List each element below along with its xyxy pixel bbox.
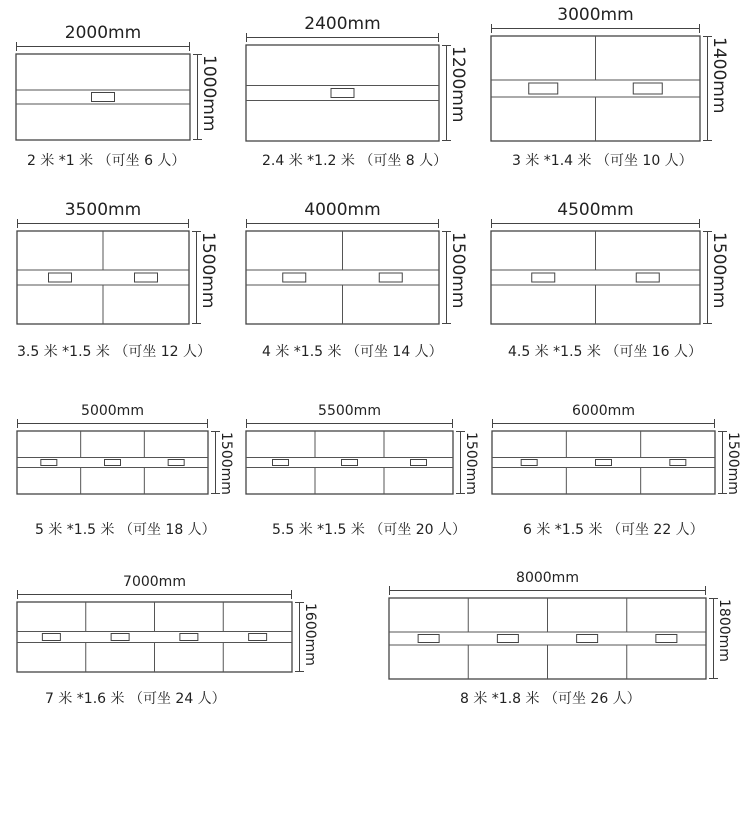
height-dimension-line xyxy=(215,431,216,494)
height-label: 1500mm xyxy=(198,232,218,309)
height-dimension-line xyxy=(713,598,714,679)
power-outlet xyxy=(249,634,267,641)
height-dimension-line xyxy=(707,231,708,324)
width-dimension-line xyxy=(17,223,189,224)
width-dimension-line xyxy=(491,223,700,224)
height-dimension-line xyxy=(707,36,708,141)
height-label: 1400mm xyxy=(709,37,729,114)
power-outlet xyxy=(418,635,439,643)
width-label: 3000mm xyxy=(557,5,634,25)
power-outlet xyxy=(135,273,158,282)
power-outlet xyxy=(521,460,537,466)
table-drawing xyxy=(245,430,454,495)
power-outlet xyxy=(283,273,306,282)
height-dimension-line xyxy=(460,431,461,494)
power-outlet xyxy=(342,460,358,466)
table-drawing xyxy=(16,430,209,495)
height-dimension-line xyxy=(446,45,447,141)
power-outlet xyxy=(577,635,598,643)
power-outlet xyxy=(331,89,354,98)
power-outlet xyxy=(273,460,289,466)
table-drawing xyxy=(490,35,701,142)
power-outlet xyxy=(529,83,558,94)
size-capacity-caption: 2 米 *1 米 （可坐 6 人） xyxy=(27,153,186,169)
height-dimension-line xyxy=(446,231,447,324)
height-label: 1500mm xyxy=(218,432,234,495)
height-dimension-line xyxy=(722,431,723,494)
size-capacity-caption: 3.5 米 *1.5 米 （可坐 12 人） xyxy=(17,344,212,360)
width-label: 4500mm xyxy=(557,200,634,220)
height-dimension-line xyxy=(196,231,197,324)
power-outlet xyxy=(411,460,427,466)
height-label: 1500mm xyxy=(709,232,729,309)
width-dimension-line xyxy=(491,28,700,29)
size-capacity-caption: 5 米 *1.5 米 （可坐 18 人） xyxy=(35,522,216,538)
width-dimension-line xyxy=(17,423,208,424)
table-drawing xyxy=(15,53,191,141)
height-label: 1500mm xyxy=(725,432,741,495)
height-label: 1600mm xyxy=(302,603,318,666)
height-label: 1500mm xyxy=(448,232,468,309)
power-outlet xyxy=(49,273,72,282)
width-dimension-line xyxy=(389,590,706,591)
power-outlet xyxy=(168,460,184,466)
width-label: 5500mm xyxy=(318,403,381,419)
width-label: 2400mm xyxy=(304,14,381,34)
width-label: 5000mm xyxy=(81,403,144,419)
width-label: 6000mm xyxy=(572,403,635,419)
power-outlet xyxy=(111,634,129,641)
size-capacity-caption: 5.5 米 *1.5 米 （可坐 20 人） xyxy=(272,522,467,538)
power-outlet xyxy=(596,460,612,466)
table-drawing xyxy=(16,601,293,673)
width-label: 3500mm xyxy=(64,200,142,220)
power-outlet xyxy=(497,635,518,643)
power-outlet xyxy=(92,93,115,102)
height-dimension-line xyxy=(197,54,198,140)
power-outlet xyxy=(41,460,57,466)
power-outlet xyxy=(379,273,402,282)
width-label: 7000mm xyxy=(123,574,186,590)
width-dimension-line xyxy=(246,37,439,38)
height-label: 1000mm xyxy=(199,55,219,132)
table-drawing xyxy=(490,230,701,325)
table-drawing xyxy=(16,230,190,325)
width-dimension-line xyxy=(492,423,715,424)
power-outlet xyxy=(656,635,677,643)
power-outlet xyxy=(105,460,121,466)
power-outlet xyxy=(633,83,662,94)
table-drawing xyxy=(245,230,440,325)
width-label: 2000mm xyxy=(64,23,142,43)
size-capacity-caption: 2.4 米 *1.2 米 （可坐 8 人） xyxy=(262,153,448,169)
table-drawing xyxy=(245,44,440,142)
size-capacity-caption: 4 米 *1.5 米 （可坐 14 人） xyxy=(262,344,443,360)
width-dimension-line xyxy=(17,594,292,595)
width-dimension-line xyxy=(246,223,439,224)
width-label: 8000mm xyxy=(516,570,579,586)
size-capacity-caption: 7 米 *1.6 米 （可坐 24 人） xyxy=(45,691,226,707)
size-capacity-caption: 8 米 *1.8 米 （可坐 26 人） xyxy=(460,691,641,707)
width-label: 4000mm xyxy=(304,200,381,220)
power-outlet xyxy=(670,460,686,466)
power-outlet xyxy=(636,273,659,282)
size-capacity-caption: 3 米 *1.4 米 （可坐 10 人） xyxy=(512,153,693,169)
height-label: 1800mm xyxy=(716,599,732,662)
size-capacity-caption: 4.5 米 *1.5 米 （可坐 16 人） xyxy=(508,344,703,360)
height-label: 1200mm xyxy=(448,46,468,123)
power-outlet xyxy=(42,634,60,641)
height-label: 1500mm xyxy=(463,432,479,495)
power-outlet xyxy=(180,634,198,641)
table-drawing xyxy=(491,430,716,495)
table-drawing xyxy=(388,597,707,680)
height-dimension-line xyxy=(299,602,300,672)
width-dimension-line xyxy=(246,423,453,424)
power-outlet xyxy=(532,273,555,282)
size-capacity-caption: 6 米 *1.5 米 （可坐 22 人） xyxy=(523,522,704,538)
width-dimension-line xyxy=(16,46,190,47)
